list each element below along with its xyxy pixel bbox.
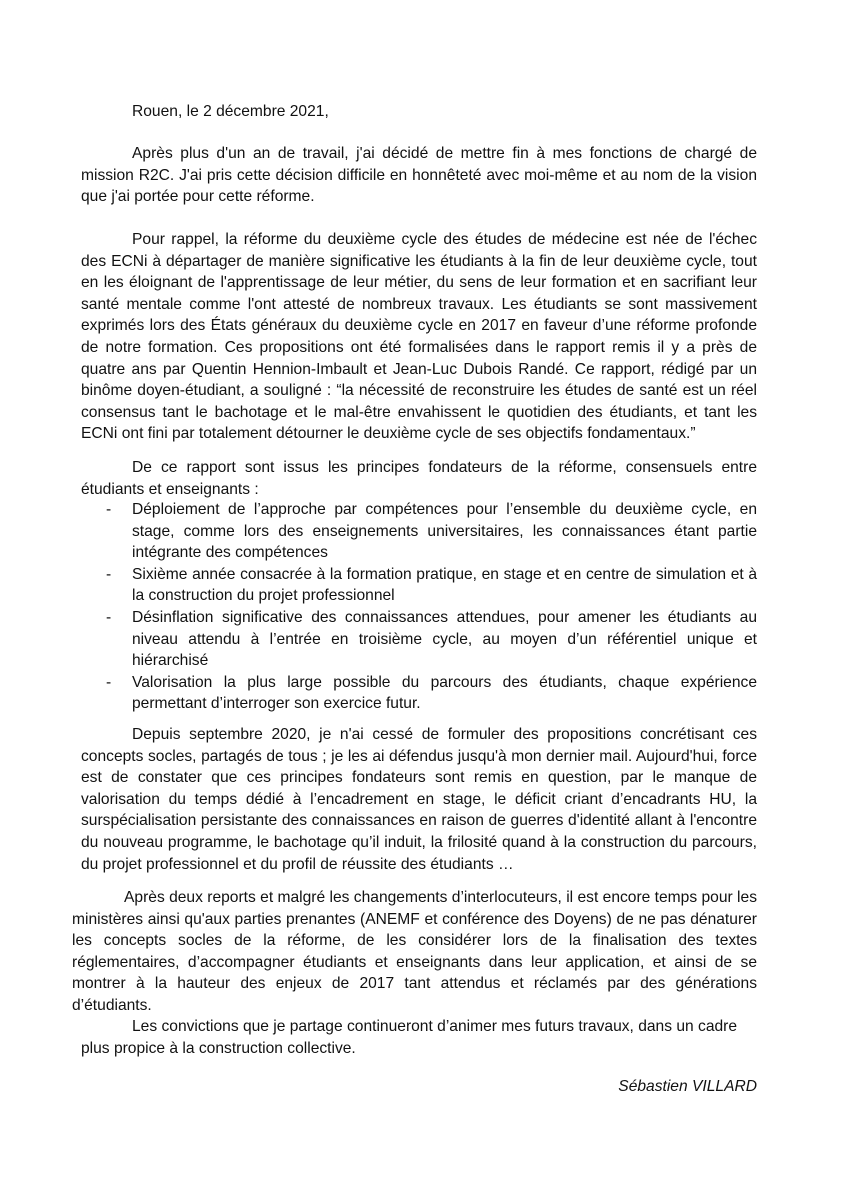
- bullet-dash: -: [106, 673, 112, 691]
- bullet-dash: -: [106, 501, 112, 518]
- paragraph-closing: Les convictions que je partage continueront d’animer mes futurs travaux, dans un cadre plus propice à la construction collective.: [81, 1018, 738, 1057]
- paragraph-principles-intro: De ce rapport sont issus les principes fondateurs de la réforme, consensuels entre étudiants et enseignants :: [81, 459, 757, 498]
- bullet-dash: -: [106, 565, 112, 583]
- list-item: [81, 607, 757, 672]
- list-item-text: Désinflation significative des connaissances attendues, pour amener les étudiants au niveau attendu à l’entrée en troisième cycle, au moyen d’un référentiel unique et hiérarchisé: [132, 608, 757, 670]
- list-item: [81, 564, 757, 607]
- paragraph-observations: Depuis septembre 2020, je n'ai cessé de formuler des propositions concrétisant ces concepts socles, partagés de tous ; je les ai défendus jusqu'à mon dernier mail. Aujourd'hui, force est de constater que ces principes fondateurs sont remis en question, par le manque de valorisation du temps dédié à l’encadrement en stage, le déficit criant d’encadrants HU, la surspécialisation persistante des connaissances en raison de guerres d'identité allant à l'encontre du nouveau programme, le bachotage qu’il induit, la frilosité quand à la construction du parcours, du projet professionnel et du profil de réussite des étudiants …: [81, 726, 757, 873]
- list-item-text: Sixième année consacrée à la formation pratique, en stage et en centre de simulation et à la construction du projet professionnel: [132, 565, 757, 605]
- list-item: [81, 499, 757, 564]
- bullet-dash: -: [106, 608, 112, 626]
- list-item-text: Déploiement de l’approche par compétences pour l’ensemble du deuxième cycle, en stage, comme lors des enseignements universitaires, les connaissances étant partie intégrante des compétences: [132, 501, 757, 562]
- paragraph-context: Pour rappel, la réforme du deuxième cycle des études de médecine est née de l'échec des ECNi à départager de manière significative les étudiants à la fin de leur deuxième cycle, tout en les éloignant de l'apprentissage de leur métier, du sens de leur formation et en sacrifiant leur santé mentale comme l'ont attesté de nombreux travaux. Les étudiants se sont massivement exprimés lors des États généraux du deuxième cycle en 2017 en faveur d’une réforme profonde de notre formation. Ces propositions ont été formalisées dans le rapport remis il y a près de quatre ans par Quentin Hennion-Imbault et Jean-Luc Dubois Randé. Ce rapport, rédigé par un binôme doyen-étudiant, a souligné : “la nécessité de reconstruire les études de santé est un réel consensus tant le bachotage et le mal-être envahissent le quotidien des étudiants, et tant les ECNi ont fini par totalement détourner le deuxième cycle de ses objectifs fondamentaux.”: [81, 231, 757, 443]
- signature: Sébastien VILLARD: [618, 1078, 757, 1095]
- list-item-text: Valorisation la plus large possible du parcours des étudiants, chaque expérience permettant d’interroger son exercice futur.: [132, 673, 757, 713]
- list-item: [81, 672, 757, 715]
- paragraph-resignation: Après plus d'un an de travail, j'ai décidé de mettre fin à mes fonctions de chargé de mission R2C. J'ai pris cette décision difficile en honnêteté avec moi-même et au nom de la vision que j'ai portée pour cette réforme.: [81, 145, 757, 206]
- paragraph-appeal: Après deux reports et malgré les changements d’interlocuteurs, il est encore temps pour les ministères ainsi qu'aux parties prenantes (ANEMF et conférence des Doyens) de ne pas dénaturer les concepts socles de la réforme, de les considérer lors de la finalisation des textes réglementaires, d’accompagner étudiants et enseignants dans leur application, et ainsi de se montrer à la hauteur des enjeux de 2017 tant attendus et réclamés par des générations d’étudiants.: [72, 889, 757, 1014]
- letter-date: Rouen, le 2 décembre 2021,: [132, 103, 329, 120]
- principles-list: [81, 499, 757, 715]
